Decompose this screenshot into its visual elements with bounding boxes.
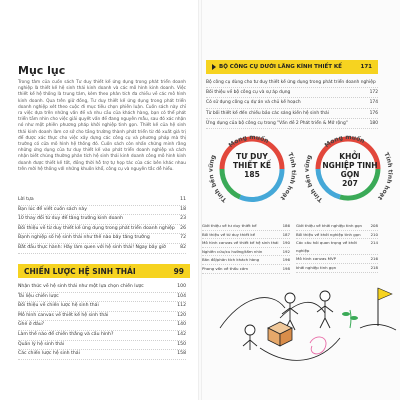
toc-row[interactable] [18,341,186,351]
ring-label-right: Tính tinh hoạt [376,151,394,202]
toc-page: 214 [370,240,378,246]
toc-page: 180 [369,120,378,126]
toc-page: 172 [369,90,378,96]
toc-page: 208 [370,223,378,228]
ring-label-left: Tính bền vững [207,154,229,204]
toc-row[interactable] [202,222,290,231]
toc-page: 198 [282,265,290,271]
toc-label: Nghiên cứu/xu hướng/tầm nhìn [202,248,263,254]
toc-label: Bắt đầu thực hành: Hãy làm quen với hệ sinh thái! Ngay bây giờ [18,244,166,250]
toc-page: 11 [180,197,186,202]
toc-label: Mô hình canvas MVP [296,256,336,262]
loop-doodle [310,337,326,354]
toc-list-2 [18,283,186,360]
toc-page: 196 [282,257,290,263]
lean-startup-list [296,222,378,273]
toc-row[interactable] [18,350,186,360]
design-thinking-list [202,222,290,274]
toc-page: 210 [370,231,378,237]
toc-row[interactable] [18,244,186,254]
toc-row[interactable] [18,293,186,303]
toc-label: Giới thiệu về tư duy thiết kế [202,223,257,228]
toc-page: 176 [369,110,378,116]
toc-label: Phong vấn về thấu cảm [202,265,249,271]
toc-label: Từ bối thiết kế đến chiếu bảo các sáng kiến hệ sinh thái [206,110,329,116]
circle-page: 207 [342,179,358,188]
toc-label: Mô hình canvas về thiết kế hệ sinh thái [18,312,109,318]
toc-label: Bản đồ/phân tích khách hàng [202,257,260,263]
toc-page: 150 [177,341,186,347]
toc-row[interactable] [18,312,186,322]
toc-row[interactable] [296,222,378,231]
toc-page: 174 [369,100,378,106]
page-title: Mục lục [18,64,66,77]
toc-row[interactable] [18,215,186,225]
toc-page: 186 [282,223,290,228]
toc-label: Làm thế nào để chiến thắng và cấu hình? [18,331,114,337]
toc-row[interactable] [18,302,186,312]
toc-row[interactable] [296,255,378,264]
toc-page: 104 [177,293,186,299]
toc-row[interactable] [202,231,290,240]
toc-page: 72 [180,235,186,241]
toc-page: 216 [370,256,378,262]
circle-title: KHỞI NGHIỆP TINH GỌN [322,152,378,179]
toc-label: 10 thay đổi từ duy để tăng trưởng kinh doanh [18,216,124,222]
toc-label: Bạn lúc để viết cuốn sách này [18,206,87,212]
ring-label-top: Mong muốn [323,133,366,150]
toc-row[interactable] [18,331,186,341]
toc-row[interactable] [18,283,186,293]
toc-page: 218 [370,264,378,270]
toc-page: 82 [180,244,186,250]
toc-page: 18 [180,206,186,212]
package-box-icon [268,322,292,346]
toc-row[interactable] [206,98,378,108]
toc-label: Lời tựa [18,197,34,202]
toc-row[interactable] [296,231,378,240]
section-banner-toolkit[interactable] [206,60,378,74]
design-thinking-title [226,152,278,179]
toc-list-1 [18,196,186,254]
toc-page: 192 [282,248,290,254]
circle-title: TƯ DUY THIẾT KẾ [233,152,271,170]
plant-icon [342,310,358,328]
toc-label: Bộ công cụ dùng cho tư duy thiết kế ứng dụng trong phát triển doanh nghiệp [206,80,376,85]
ring-label-left: Tính bền vững [303,154,325,204]
intro-paragraph: Trong tâm của cuốn sách Tư duy thiết kế ứng dụng trong phát triển doanh nghiệp là thiết kế hệ sinh thái kinh doanh và các mô hình kinh doanh. Việc thiết kế hệ thống là trung tâm, kèm theo phân tích đa chiều về các mô hình kinh doanh. Qua trên giữ đồng, Tư duy thiết kế ứng dụng trong phát triển doanh nghiệp xét theo cuộc đi mục tiêu chọn phiên luận. Cuốn sách này chỉ ra việc dựa trên những vấn đề và nhu cầu của khách hàng, bạn có thể phát triển tầm nhìn cho việc giải quyết vấn đề đang nguyên mẫu, sau đó xác nhận nó như một phiên phương pháp khởi nghiệp tinh gọn. Thiết kế của hệ sinh thái kinh doanh làm cơ sở cho tầng trường thành phát triển từ đó xuất giá trị để được xác thực cho việc xây dựng các công cụ và phương pháp mà thị trường có cửa mô hình hệ thống đó. Cuốn sách còn nhấn chứng minh rằng những ứng dụng của tư duy thiết kế vào phát triển doanh nghiệp và cách nhận biết chúng thường phân tích hệ sinh thái kinh doanh công mô hình kinh doanh được thiết kế tốt, đồng thời hỗ trợ tự họp tác của các bên khác nhau trên mời hệ thống với những khuôn khổ, công cụ và nguyên tắc dễ hiểu. [18,80,186,172]
toc-label: Bối thiệu về từ duy thiết kế [202,231,256,237]
toc-label: Quản lý hệ sinh thái [18,341,65,347]
triangle-marker-icon [212,64,216,70]
toc-label: Bạnh nghiệp số hệ sinh thái như thế nào bây tăng trưởng [18,235,150,241]
team-collaboration-illustration [200,268,400,400]
section-banner-ecosystem[interactable] [18,264,190,278]
toc-label: Bối thiệu về khởi nghiệp tinh gọn [296,231,361,237]
toc-label: Bối thiệu về bộ công cụ và sự áp dụng [206,90,291,96]
toc-row[interactable] [18,225,186,235]
toc-label: Ghé ở đâu? [18,322,45,328]
toc-row[interactable] [206,109,378,119]
banner-page: 171 [360,64,372,70]
ring-label-top: Mong muốn [227,133,270,150]
toc-row[interactable] [18,196,186,206]
toc-row[interactable] [18,321,186,331]
toc-page: 120 [177,312,186,318]
toc-row[interactable] [202,248,290,257]
lean-startup-title [322,152,378,188]
toc-page: 26 [180,225,186,231]
toc-page: 187 [282,231,290,237]
banner-title: CHIẾN LƯỢC HỆ SINH THÁI [24,266,136,276]
motion-line [220,298,285,328]
toc-page: 100 [177,284,186,289]
toc-page: 112 [177,303,186,309]
toc-label: Giới thiệu về khởi nghiệp tinh gọn [296,223,362,228]
ring-label-right: Tính tinh hoạt [278,151,297,202]
toc-label: Ứng dụng của bộ công cụ trong "Vấn đề 2 Phát triển & Mở rộng" [206,120,348,126]
toc-page: 142 [177,331,186,337]
toc-row[interactable] [296,239,378,255]
toc-label: khởi nghiệp tinh gọn [296,264,337,270]
toc-row[interactable] [206,88,378,98]
circle-page: 185 [244,170,260,179]
flag-icon [360,288,396,330]
banner-title: BỘ CÔNG CỤ DƯỚI LĂNG KÍNH THIẾT KẾ [219,64,342,70]
toc-page: 140 [177,322,186,328]
person-figure-icon [317,291,333,328]
toc-label: Mô hình canvas về thiết kế hệ sinh thái [202,240,279,246]
toc-row[interactable] [206,78,378,88]
toc-label: Các chiến lược hệ sinh thái [18,351,80,357]
toc-label: Các câu hỏi quan trọng về khởi nghiệp [296,240,357,253]
toc-label: Bối thiệu về chiến lược hệ sinh thái [18,303,99,309]
toc-row[interactable] [202,239,290,248]
toc-row[interactable] [18,206,186,216]
toc-label: Tái liệu chiến lược [18,293,59,299]
toc-page: 23 [180,216,186,222]
toc-label: Có sử dụng công cụ dự án và chủ kế hoạch [206,100,301,106]
toc-page: 190 [282,240,290,246]
toolkit-toc [206,78,378,129]
person-figure-icon [243,325,257,350]
toc-page: 158 [177,351,186,357]
toc-label: Bối thiệu về từ duy thiết kế ứng dụng trong phát triển doanh nghiệp [18,225,175,231]
toc-row[interactable] [18,234,186,244]
toc-row[interactable] [202,256,290,265]
banner-page: 99 [173,266,184,276]
toc-label: Nhận thức về hệ sinh thái như một lựa chọn chiến lược [18,284,144,289]
